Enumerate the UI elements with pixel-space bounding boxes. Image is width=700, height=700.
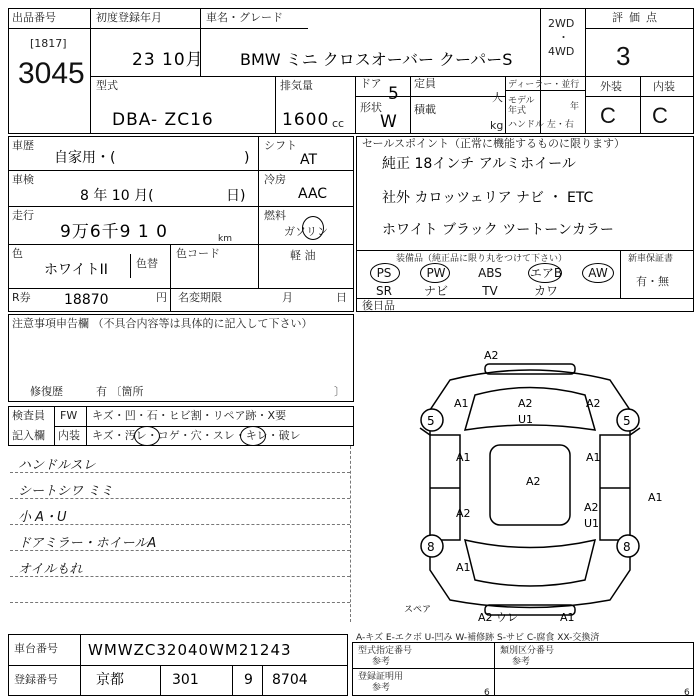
wheel-rr: 8 bbox=[623, 540, 631, 554]
equip-aw: AW bbox=[588, 266, 608, 280]
equip-abs: ABS bbox=[478, 266, 502, 280]
disp-unit: cc bbox=[332, 117, 345, 130]
door-label: ドア bbox=[360, 77, 382, 90]
legend-line: A-キズ E-エクボ U-凹み W-補修跡 S-サビ C-腐食 XX-交換済 bbox=[356, 633, 600, 643]
load-unit: kg bbox=[490, 119, 504, 132]
chassis-value: WMWZC32040WM21243 bbox=[88, 641, 292, 659]
wheel-fr: 5 bbox=[623, 414, 631, 428]
diag-front-bumper: A2 bbox=[484, 349, 499, 362]
diag-right-side: A1 bbox=[648, 491, 663, 504]
sales-line-3: ホワイト ブラック ツートーンカラー bbox=[382, 222, 614, 238]
color-value: ホワイトII bbox=[44, 262, 108, 278]
note-line-2: シートシワ ミミ bbox=[18, 484, 114, 499]
recycle-unit: 円 bbox=[156, 291, 167, 304]
circle-aw bbox=[582, 263, 614, 283]
exterior-value: C bbox=[600, 103, 616, 128]
equip-leather: カワ bbox=[533, 284, 558, 298]
repair-value: 有 〔箇所 bbox=[96, 385, 144, 398]
capacity-label: 定員 bbox=[414, 77, 436, 90]
diag-roof: A2 bbox=[526, 475, 541, 488]
shape-value: W bbox=[380, 112, 398, 132]
color-change-label: 色替 bbox=[136, 257, 158, 270]
lot-label: 出品番号 bbox=[12, 11, 56, 24]
diag-left-rear: A1 bbox=[456, 561, 471, 574]
color-code-label: 色コード bbox=[176, 247, 220, 260]
score-value: 3 bbox=[616, 41, 631, 71]
form-a-title: 型式指定番号 bbox=[358, 646, 413, 656]
form-c-sub: 参考 bbox=[372, 683, 391, 693]
notes-label: 注意事項申告欄 （不具合内容等は具体的に記入して下さい） bbox=[12, 317, 313, 330]
drive-sep: ・ bbox=[558, 31, 569, 44]
diag-right-rear: U1 bbox=[584, 517, 600, 530]
model-label: 型式 bbox=[96, 79, 118, 92]
note-line-1: ハンドルスレ bbox=[18, 458, 96, 473]
lot-small: [1817] bbox=[30, 37, 67, 50]
interior-label: 内装 bbox=[653, 80, 675, 93]
plate-label: 登録番号 bbox=[14, 673, 58, 686]
shift-label: シフト bbox=[264, 139, 297, 152]
first-reg-value: 23 10月 bbox=[132, 50, 204, 70]
plate-class: 301 bbox=[172, 672, 199, 688]
equip-airbag: エアB bbox=[529, 266, 563, 280]
diag-rear-bumper: A2 ウレ bbox=[478, 611, 519, 624]
equip-navi: ナビ bbox=[423, 284, 448, 298]
diag-right-door: A2 bbox=[584, 501, 599, 514]
recycle-value: 18870 bbox=[64, 292, 109, 308]
mileage-value: 9万6千9 1 0 bbox=[60, 222, 168, 242]
circle-int-stain bbox=[134, 426, 160, 446]
form-digit-1: 6 bbox=[484, 688, 490, 698]
form-b-sub: 参考 bbox=[512, 657, 531, 667]
rename-unit: 月 bbox=[282, 291, 293, 304]
inspector-label-2: 記入欄 bbox=[12, 429, 45, 442]
equip-pw: PW bbox=[426, 266, 446, 280]
shift-value: AT bbox=[300, 152, 318, 168]
history-label: 車歴 bbox=[12, 139, 34, 152]
equipment-label: 装備品（純正品に限り丸をつけて下さい） bbox=[396, 254, 568, 264]
diag-right-fender: A1 bbox=[586, 451, 601, 464]
equip-tv: TV bbox=[482, 284, 498, 298]
fuel-diesel: 軽 油 bbox=[290, 249, 316, 262]
dealer-label: ディーラー・並行 bbox=[508, 80, 580, 90]
inspection-label: 車検 bbox=[12, 173, 34, 186]
interior-value: C bbox=[652, 103, 668, 128]
capacity-unit: 人 bbox=[492, 91, 503, 104]
header-frame bbox=[8, 8, 694, 134]
exterior-label: 外装 bbox=[600, 80, 622, 93]
later-docs-label: 後日品 bbox=[362, 299, 395, 312]
load-label: 積載 bbox=[414, 103, 436, 116]
plate-kana: 9 bbox=[244, 672, 253, 688]
note-line-4: ドアミラー・ホイールA bbox=[18, 536, 157, 551]
shape-label: 形状 bbox=[360, 101, 382, 114]
repair-label: 修復歴 bbox=[30, 385, 63, 398]
sales-line-1: 純正 18インチ アルミホイール bbox=[382, 156, 576, 172]
history-close: ) bbox=[244, 150, 250, 166]
history-value: 自家用・( bbox=[54, 150, 116, 166]
model-value: DBA- ZC16 bbox=[112, 110, 214, 130]
warranty-label: 新車保証書 bbox=[628, 254, 674, 264]
car-name-label: 車名・グレード bbox=[206, 11, 283, 24]
rename-label: 名変期限 bbox=[178, 291, 222, 304]
rename-day: 日 bbox=[336, 291, 347, 304]
chassis-label: 車台番号 bbox=[14, 642, 58, 655]
wheel-fl: 5 bbox=[427, 414, 435, 428]
circle-int-wear bbox=[240, 426, 266, 446]
sales-label: セールスポイント（正常に機能するものに限ります） bbox=[362, 137, 626, 150]
diag-spare: スペア bbox=[404, 605, 432, 615]
score-label: 評価点 bbox=[612, 11, 663, 24]
car-name-value: BMW ミニ クロスオーバー クーパーS bbox=[240, 50, 513, 69]
inspector-label-1: 検査員 bbox=[12, 409, 45, 422]
mileage-unit: km bbox=[218, 234, 232, 244]
mileage-label: 走行 bbox=[12, 209, 34, 222]
fw-items: キズ・凹・石・ヒビ割・リペア跡・X要 bbox=[92, 409, 287, 422]
model-year-unit: 年 bbox=[570, 102, 580, 112]
drive-4wd: 4WD bbox=[548, 45, 575, 58]
plate-number: 8704 bbox=[272, 672, 308, 688]
diag-rear-right: A1 bbox=[560, 611, 575, 624]
form-a-sub: 参考 bbox=[372, 657, 391, 667]
door-value: 5 bbox=[388, 84, 400, 104]
model-year-label: モデル年式 bbox=[508, 96, 535, 116]
note-line-5: オイルもれ bbox=[18, 562, 83, 577]
circle-airbag bbox=[528, 263, 562, 283]
sales-line-2: 社外 カロッツェリア ナビ ・ ETC bbox=[382, 190, 594, 206]
fuel-label: 燃料 bbox=[264, 209, 286, 222]
warranty-value: 有・無 bbox=[636, 275, 669, 288]
disp-value: 1600 bbox=[282, 110, 330, 130]
inspection-value: 8 年 10 月( bbox=[80, 188, 154, 204]
fuel-gas-circle bbox=[302, 216, 324, 240]
color-label: 色 bbox=[12, 247, 23, 260]
plate-area: 京都 bbox=[96, 672, 124, 688]
inspection-suffix: 日) bbox=[226, 188, 246, 204]
fw-label: FW bbox=[60, 409, 78, 422]
lot-number: 3045 bbox=[18, 57, 85, 90]
diag-front-left: A1 bbox=[454, 397, 469, 410]
equip-sr: SR bbox=[376, 284, 392, 298]
form-digit-2: 6 bbox=[684, 688, 690, 698]
wheel-rl: 8 bbox=[427, 540, 435, 554]
note-line-3: 小 A・U bbox=[18, 510, 67, 525]
handle-label: ハンドル 左・右 bbox=[508, 120, 574, 130]
circle-ps bbox=[370, 263, 400, 283]
diag-left-fender: A1 bbox=[456, 451, 471, 464]
disp-label: 排気量 bbox=[280, 79, 313, 92]
int-items: キズ・汚レ・コゲ・穴・スレ・キレ・破レ bbox=[92, 429, 301, 442]
diag-left-door: A2 bbox=[456, 507, 471, 520]
repair-close: 〕 bbox=[334, 385, 345, 398]
equip-ps: PS bbox=[376, 266, 392, 280]
circle-pw bbox=[420, 263, 450, 283]
drive-2wd: 2WD bbox=[548, 17, 575, 30]
first-reg-label: 初度登録年月 bbox=[96, 11, 162, 24]
ac-label: 冷房 bbox=[264, 173, 286, 186]
recycle-label: R券 bbox=[12, 291, 31, 304]
ac-value: AAC bbox=[298, 186, 328, 202]
fuel-gas: ガソリン bbox=[284, 225, 328, 238]
diag-hood: A2 U1 bbox=[518, 397, 534, 426]
form-b-title: 類別区分番号 bbox=[500, 646, 555, 656]
form-c-title: 登録証明用 bbox=[358, 672, 404, 682]
int-label: 内装 bbox=[58, 429, 80, 442]
diag-front-right: A2 bbox=[586, 397, 601, 410]
